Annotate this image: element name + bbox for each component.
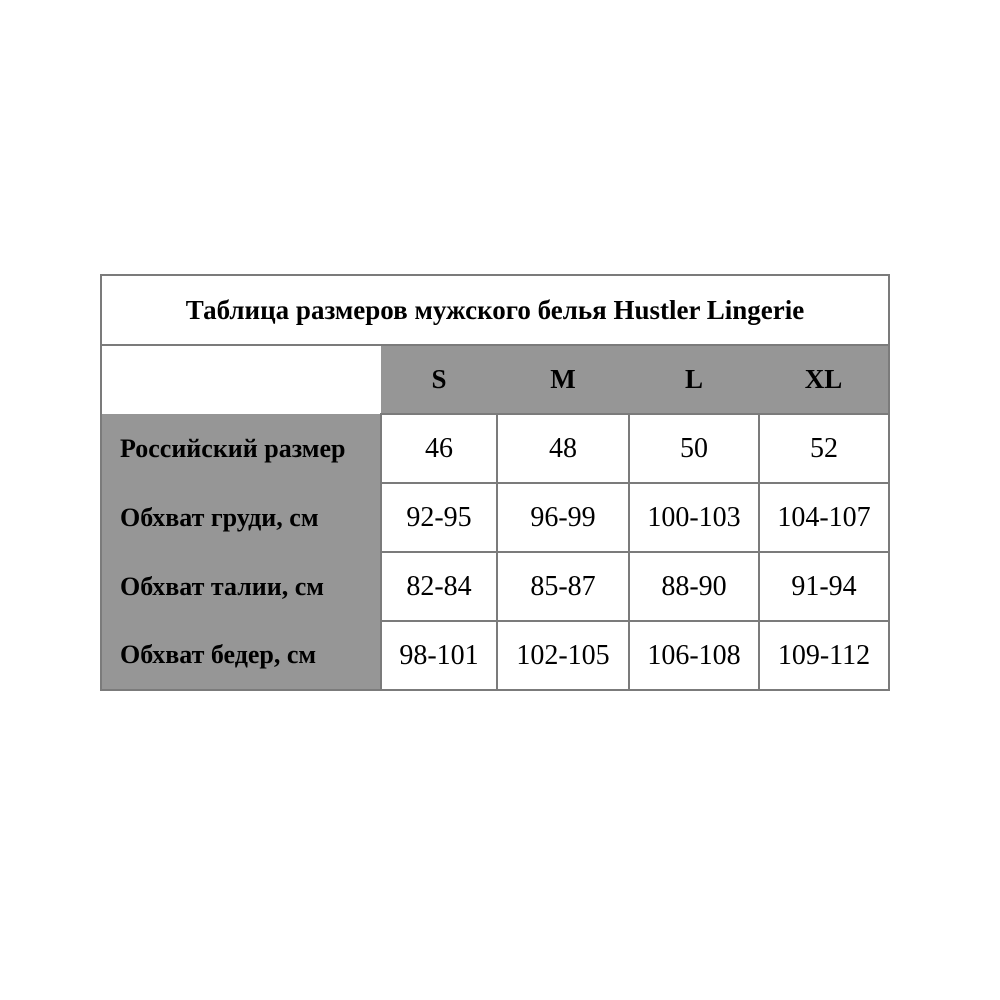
corner-empty-cell <box>101 345 381 414</box>
title-row <box>101 275 889 345</box>
table-row-chest <box>101 483 889 552</box>
row-label: Обхват бедер, см <box>101 621 381 690</box>
row-label: Обхват талии, см <box>101 552 381 621</box>
column-header-l: L <box>629 345 759 414</box>
table-row-waist <box>101 552 889 621</box>
value-cell: 88-90 <box>629 552 759 621</box>
size-header-row <box>101 345 889 414</box>
value-cell: 50 <box>629 414 759 483</box>
value-cell: 52 <box>759 414 889 483</box>
value-cell: 82-84 <box>381 552 497 621</box>
column-header-m: M <box>497 345 629 414</box>
value-cell: 46 <box>381 414 497 483</box>
column-header-s: S <box>381 345 497 414</box>
size-chart-table <box>100 274 890 691</box>
value-cell: 106-108 <box>629 621 759 690</box>
value-cell: 92-95 <box>381 483 497 552</box>
value-cell: 91-94 <box>759 552 889 621</box>
value-cell: 102-105 <box>497 621 629 690</box>
row-label: Обхват груди, см <box>101 483 381 552</box>
value-cell: 98-101 <box>381 621 497 690</box>
table-row-russian-size <box>101 414 889 483</box>
value-cell: 48 <box>497 414 629 483</box>
value-cell: 109-112 <box>759 621 889 690</box>
table-row-hips <box>101 621 889 690</box>
value-cell: 85-87 <box>497 552 629 621</box>
row-label: Российский размер <box>101 414 381 483</box>
value-cell: 96-99 <box>497 483 629 552</box>
value-cell: 100-103 <box>629 483 759 552</box>
table-title: Таблица размеров мужского белья Hustler Lingerie <box>101 275 889 345</box>
value-cell: 104-107 <box>759 483 889 552</box>
column-header-xl: XL <box>759 345 889 414</box>
